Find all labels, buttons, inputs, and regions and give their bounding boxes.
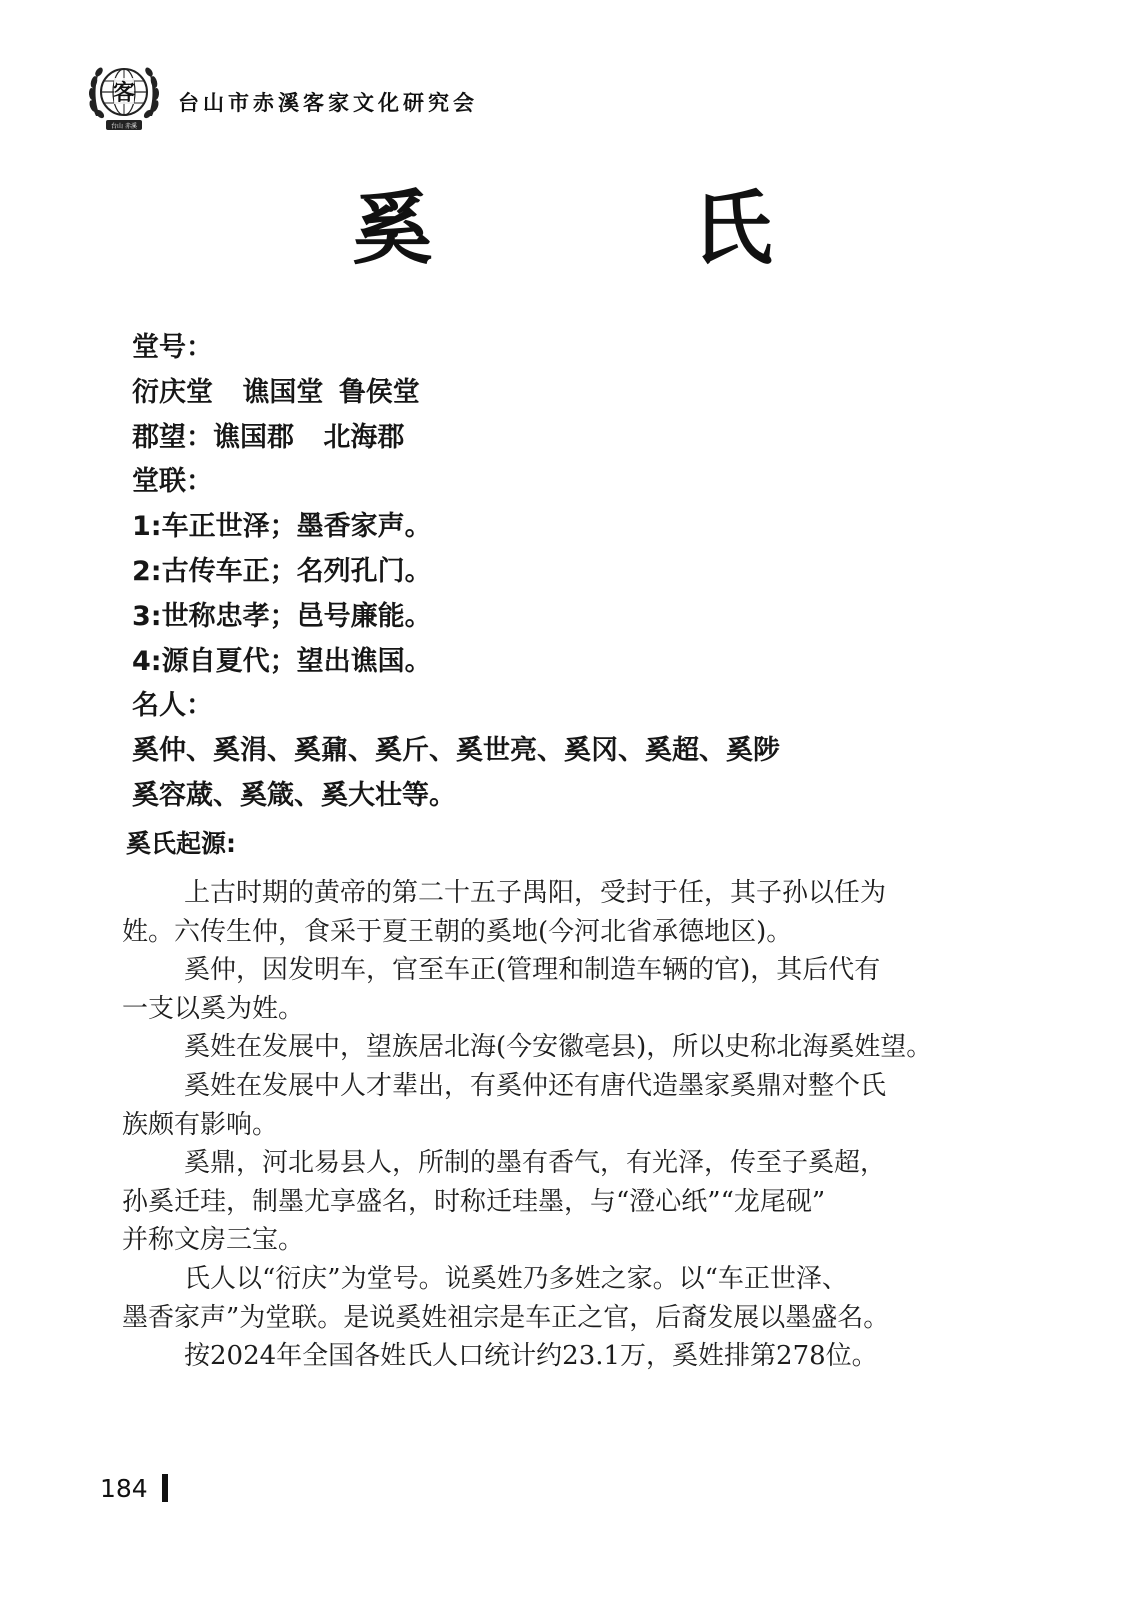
origin-body	[122, 874, 980, 1376]
celebrities-list: 奚仲、奚涓、奚鼐、奚斤、奚世亮、奚冈、奚超、奚陟	[132, 735, 780, 767]
origin-heading: 奚氏起源:	[126, 829, 236, 858]
couplet-item: 1:车正世泽；墨香家声。	[132, 511, 432, 543]
body-line: 墨香家声”为堂联。是说奚姓祖宗是车正之官，后裔发展以墨盛名。	[122, 1302, 890, 1333]
page-number: 184	[100, 1473, 148, 1503]
body-line: 按2024年全国各姓氏人口统计约23.1万，奚姓排第278位。	[184, 1341, 878, 1372]
body-line: 上古时期的黄帝的第二十五子禺阳，受封于任，其子孙以任为	[184, 878, 887, 908]
body-line: 奚鼎，河北易县人，所制的墨有香气，有光泽，传至子奚超，	[184, 1148, 887, 1179]
body-line: 奚仲，因发明车，官至车正(管理和制造车辆的官)，其后代有	[184, 955, 881, 986]
commandery-name: 北海郡	[323, 421, 405, 453]
body-line: 一支以奚为姓。	[122, 993, 305, 1024]
couplet-label: 堂联：	[132, 466, 213, 498]
celebrities-list: 奚容蒧、奚箴、奚大壮等。	[132, 779, 456, 811]
body-line: 奚姓在发展中人才辈出，有奚仲还有唐代造墨家奚鼎对整个氏	[184, 1070, 887, 1101]
celebrities-label: 名人：	[132, 690, 213, 722]
body-line: 并称文房三宝。	[122, 1225, 305, 1256]
logo-banner-text: 台山 赤溪	[111, 123, 137, 130]
page-marker-bar	[162, 1474, 168, 1502]
couplet-item: 4:源自夏代；望出谯国。	[132, 645, 432, 677]
hall-name: 鲁侯堂	[338, 376, 420, 408]
hall-name: 衍庆堂	[132, 376, 213, 408]
org-name: 台山市赤溪客家文化研究会	[178, 90, 478, 115]
body-line: 孙奚迁珪，制墨尤享盛名，时称迁珪墨，与“澄心纸”“龙尾砚”	[122, 1186, 826, 1217]
page-footer	[100, 1470, 168, 1506]
body-line: 氏人以“衍庆”为堂号。说奚姓乃多姓之家。以“车正世泽、	[184, 1263, 848, 1294]
commandery-name: 谯国郡	[213, 421, 294, 453]
commandery-line	[132, 416, 1032, 461]
hall-name: 谯国堂	[242, 376, 324, 408]
page-title: 奚 氏	[352, 181, 863, 275]
surname-info	[132, 326, 1032, 819]
hall-list	[132, 371, 1032, 416]
globe-seal-logo-icon	[84, 54, 164, 136]
couplet-item: 2:古传车正；名列孔门。	[132, 555, 432, 587]
svg-text:客: 客	[112, 80, 136, 106]
couplet-item: 3:世称忠孝；邑号廉能。	[132, 600, 432, 632]
body-line: 姓。六传生仲，食采于夏王朝的奚地(今河北省承德地区)。	[122, 916, 793, 947]
hall-label: 堂号：	[132, 332, 213, 363]
body-line: 族颇有影响。	[122, 1109, 279, 1140]
body-line: 奚姓在发展中，望族居北海(今安徽亳县)，所以史称北海奚姓望。	[184, 1032, 933, 1063]
commandery-label: 郡望：	[132, 421, 213, 453]
page-header	[84, 54, 478, 136]
